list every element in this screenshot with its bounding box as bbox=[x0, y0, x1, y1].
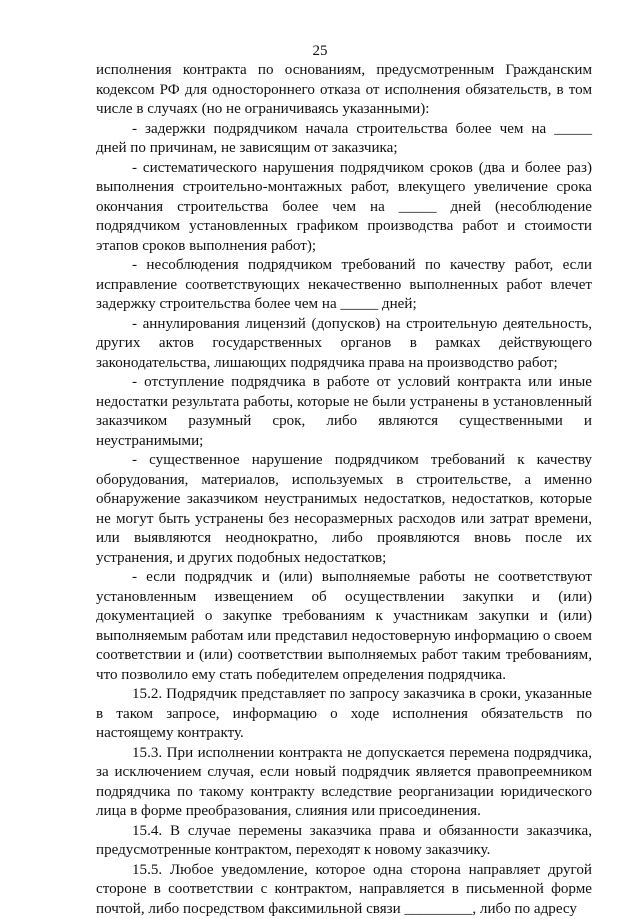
paragraph-quality-noncompliance: - несоблюдения подрядчиком требований по качеству работ, если исправление соответствующих некачественно выполненных работ влечет задержку строительства более чем на _____ дней; bbox=[96, 256, 592, 315]
paragraph-systematic-violation: - систематического нарушения подрядчиком сроков (два и более раз) выполнения строительно-монтажных работ, влекущего увеличение срока окончания строительства более чем на _____ дней (несоблюдение подрядчиком установленных графиком производства работ и стоимости этапов сроков выполнения работ); bbox=[96, 159, 592, 257]
paragraph-material-quality: - существенное нарушение подрядчиком требований к качеству оборудования, материалов, используемых в строительстве, а именно обнаружение заказчиком неустранимых недостатков, недостатков, которые не могут быть устранены без несоразмерных расходов или затрат времени, или выявляются неоднократно, либо проявляются вновь после их устранения, и других подобных недостатков; bbox=[96, 451, 592, 568]
paragraph-intro: исполнения контракта по основаниям, предусмотренным Гражданским кодексом РФ для одностороннего отказа от исполнения обязательств, в том числе в случаях (но не ограничиваясь указанными): bbox=[96, 61, 592, 120]
paragraph-start-delay: - задержки подрядчиком начала строительства более чем на _____ дней по причинам, не зависящим от заказчика; bbox=[96, 120, 592, 159]
paragraph-license-revocation: - аннулирования лицензий (допусков) на строительную деятельность, других актов государственных органов в рамках действующего законодательства, лишающих подрядчика права на производство работ; bbox=[96, 315, 592, 374]
paragraph-contract-deviation: - отступление подрядчика в работе от условий контракта или иные недостатки результата работы, которые не были устранены в установленный заказчиком разумный срок, либо являются существенными и неустранимыми; bbox=[96, 373, 592, 451]
page-number: 25 bbox=[0, 42, 640, 60]
clause-15-3: 15.3. При исполнении контракта не допускается перемена подрядчика, за исключением случая, если новый подрядчик является правопреемником подрядчика по такому контракту вследствие реорганизации юридического лица в форме преобразования, слияния или присоединения. bbox=[96, 744, 592, 822]
document-body bbox=[96, 61, 592, 919]
paragraph-contractor-mismatch: - если подрядчик и (или) выполняемые работы не соответствуют установленным извещением об осуществлении закупки и (или) документацией о закупке требованиям к участникам закупки и (или) выполняемым работам или представил недостоверную информацию о своем соответствии и (или) соответствии выполняемых работ таким требованиям, что позволило ему стать победителем определения подрядчика. bbox=[96, 568, 592, 685]
clause-15-4: 15.4. В случае перемены заказчика права и обязанности заказчика, предусмотренные контрактом, переходят к новому заказчику. bbox=[96, 822, 592, 861]
clause-15-5: 15.5. Любое уведомление, которое одна сторона направляет другой стороне в соответствии с контрактом, направляется в письменной форме почтой, либо посредством факсимильной связи _________, либо по адресу bbox=[96, 861, 592, 919]
clause-15-2: 15.2. Подрядчик представляет по запросу заказчика в сроки, указанные в таком запросе, информацию о ходе исполнения обязательств по настоящему контракту. bbox=[96, 685, 592, 744]
